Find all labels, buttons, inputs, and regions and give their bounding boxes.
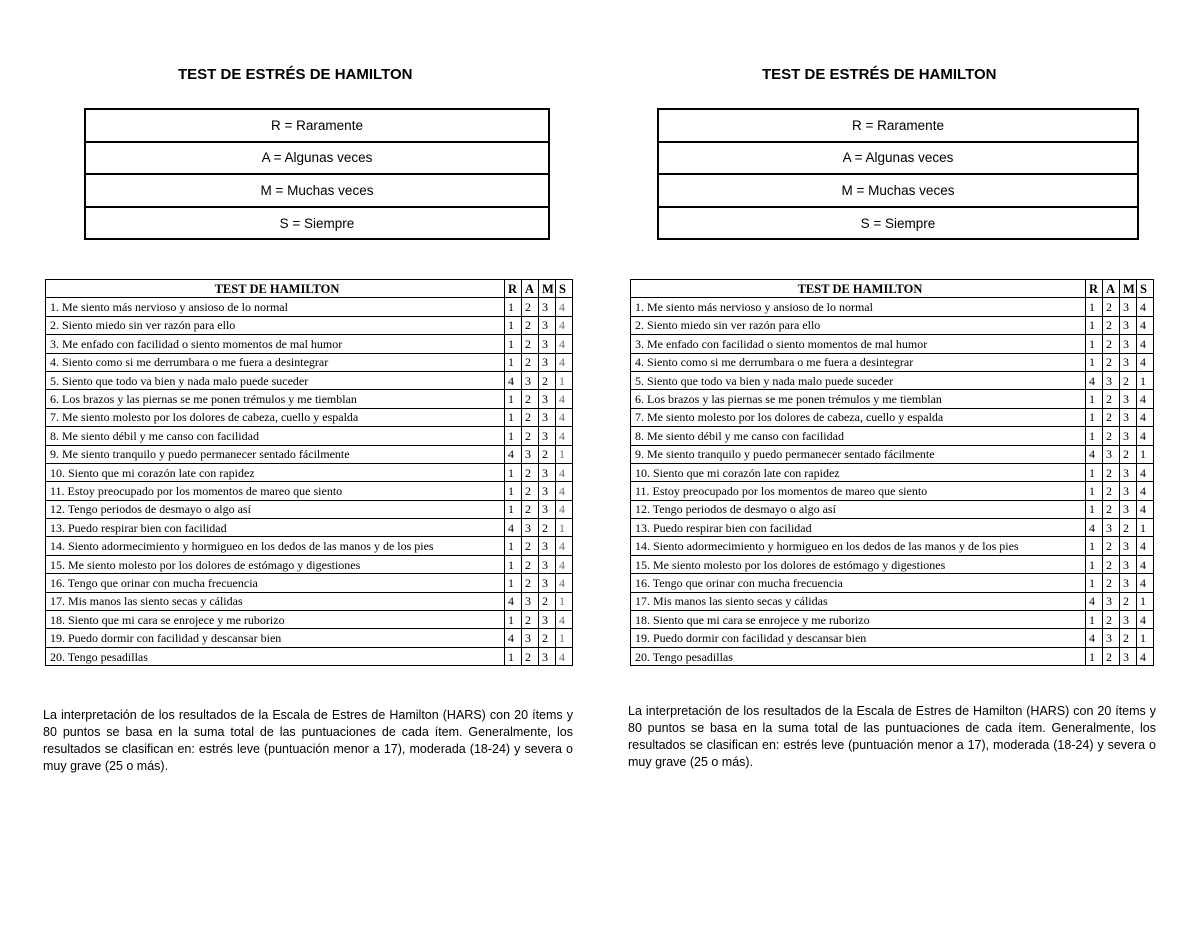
score-m: 3 [1120,298,1137,316]
score-a: 2 [522,537,539,555]
question-text: 5. Siento que todo va bien y nada malo puede suceder [631,371,1086,389]
score-r: 1 [505,427,522,445]
score-s: 4 [556,555,573,573]
score-r: 1 [1086,463,1103,481]
score-a: 2 [522,482,539,500]
question-text: 13. Puedo respirar bien con facilidad [46,519,505,537]
score-a: 3 [522,629,539,647]
score-r: 1 [505,500,522,518]
score-r: 1 [505,574,522,592]
score-r: 1 [1086,647,1103,665]
score-s: 4 [1137,500,1154,518]
score-a: 2 [1103,500,1120,518]
question-text: 18. Siento que mi cara se enrojece y me ruborizo [46,611,505,629]
score-s: 4 [556,647,573,665]
score-m: 2 [1120,629,1137,647]
score-s: 4 [1137,611,1154,629]
score-a: 2 [522,427,539,445]
score-s: 4 [1137,427,1154,445]
legend-muchas-veces: M = Muchas veces [86,175,548,208]
table-row [46,611,573,629]
score-a: 2 [1103,335,1120,353]
score-r: 1 [1086,408,1103,426]
question-text: 1. Me siento más nervioso y ansioso de lo normal [46,298,505,316]
score-r: 4 [505,519,522,537]
score-s: 4 [1137,463,1154,481]
score-r: 1 [505,611,522,629]
score-m: 2 [539,629,556,647]
score-m: 2 [1120,445,1137,463]
score-a: 2 [522,335,539,353]
score-a: 2 [1103,482,1120,500]
score-m: 3 [539,555,556,573]
score-s: 4 [556,463,573,481]
table-row [631,519,1154,537]
score-m: 2 [1120,592,1137,610]
table-row [46,335,573,353]
question-text: 6. Los brazos y las piernas se me ponen trémulos y me tiemblan [46,390,505,408]
score-m: 3 [1120,335,1137,353]
legend-raramente: R = Raramente [659,110,1137,143]
right-test-sheet [600,0,1200,927]
table-row [631,537,1154,555]
score-s: 4 [1137,353,1154,371]
hamilton-table [630,279,1154,666]
score-r: 1 [505,482,522,500]
score-m: 3 [539,390,556,408]
table-row [631,445,1154,463]
score-a: 3 [522,445,539,463]
question-text: 19. Puedo dormir con facilidad y descansar bien [46,629,505,647]
table-row [631,408,1154,426]
header-s: S [1137,280,1154,298]
score-r: 1 [1086,335,1103,353]
score-a: 2 [522,298,539,316]
score-a: 2 [1103,408,1120,426]
table-row [631,574,1154,592]
table-row [46,408,573,426]
table-row [46,371,573,389]
score-r: 1 [505,316,522,334]
score-s: 1 [1137,629,1154,647]
table-header-row [46,280,573,298]
score-r: 1 [1086,316,1103,334]
score-s: 4 [556,427,573,445]
score-a: 2 [1103,298,1120,316]
score-a: 2 [522,408,539,426]
question-text: 17. Mis manos las siento secas y cálidas [46,592,505,610]
header-test: TEST DE HAMILTON [46,280,505,298]
table-row [46,298,573,316]
score-m: 3 [1120,316,1137,334]
question-text: 16. Tengo que orinar con mucha frecuencia [46,574,505,592]
header-r: R [1086,280,1103,298]
score-s: 4 [556,390,573,408]
score-s: 1 [556,519,573,537]
score-r: 4 [1086,629,1103,647]
score-s: 4 [556,298,573,316]
header-m: M [539,280,556,298]
score-r: 4 [505,629,522,647]
score-a: 2 [1103,390,1120,408]
score-a: 3 [522,592,539,610]
score-a: 2 [1103,537,1120,555]
score-m: 3 [539,427,556,445]
score-a: 3 [1103,445,1120,463]
score-a: 2 [522,390,539,408]
table-row [631,647,1154,665]
legend-algunas-veces: A = Algunas veces [86,143,548,176]
table-row [46,500,573,518]
score-a: 2 [522,647,539,665]
score-r: 1 [505,408,522,426]
score-s: 4 [1137,390,1154,408]
question-text: 7. Me siento molesto por los dolores de cabeza, cuello y espalda [46,408,505,426]
score-m: 3 [1120,463,1137,481]
score-a: 2 [1103,316,1120,334]
table-row [46,427,573,445]
score-m: 3 [1120,555,1137,573]
question-text: 19. Puedo dormir con facilidad y descansar bien [631,629,1086,647]
question-text: 3. Me enfado con facilidad o siento momentos de mal humor [631,335,1086,353]
score-r: 4 [505,445,522,463]
table-row [631,463,1154,481]
header-test: TEST DE HAMILTON [631,280,1086,298]
score-s: 4 [1137,316,1154,334]
score-m: 3 [539,574,556,592]
legend-box [84,108,550,240]
table-row [631,371,1154,389]
score-m: 2 [539,371,556,389]
legend-siempre: S = Siempre [279,216,355,232]
score-r: 1 [505,298,522,316]
table-row [46,629,573,647]
question-text: 8. Me siento débil y me canso con facilidad [46,427,505,445]
score-a: 3 [1103,371,1120,389]
question-text: 16. Tengo que orinar con mucha frecuencia [631,574,1086,592]
score-r: 1 [1086,537,1103,555]
table-row [46,353,573,371]
table-row [631,592,1154,610]
table-row [46,482,573,500]
score-a: 2 [1103,427,1120,445]
score-s: 4 [556,611,573,629]
score-r: 1 [1086,482,1103,500]
score-a: 2 [1103,555,1120,573]
question-text: 17. Mis manos las siento secas y cálidas [631,592,1086,610]
question-text: 2. Siento miedo sin ver razón para ello [46,316,505,334]
score-m: 3 [539,611,556,629]
question-text: 11. Estoy preocupado por los momentos de mareo que siento [631,482,1086,500]
score-m: 3 [539,298,556,316]
score-s: 4 [556,574,573,592]
score-r: 1 [505,463,522,481]
score-r: 1 [505,555,522,573]
legend-siempre: S = Siempre [860,216,936,232]
header-a: A [522,280,539,298]
table-row [46,555,573,573]
score-s: 1 [1137,371,1154,389]
score-m: 3 [1120,390,1137,408]
table-row [631,482,1154,500]
score-r: 4 [505,592,522,610]
score-a: 3 [522,519,539,537]
score-s: 1 [1137,592,1154,610]
score-m: 3 [539,647,556,665]
score-m: 3 [539,500,556,518]
score-m: 3 [1120,611,1137,629]
legend-box [657,108,1139,240]
score-m: 2 [539,519,556,537]
score-m: 3 [539,335,556,353]
score-r: 4 [1086,519,1103,537]
table-header-row [631,280,1154,298]
score-m: 2 [1120,371,1137,389]
score-a: 2 [522,574,539,592]
table-row [46,463,573,481]
header-r: R [505,280,522,298]
score-m: 3 [539,482,556,500]
score-s: 1 [1137,519,1154,537]
question-text: 7. Me siento molesto por los dolores de cabeza, cuello y espalda [631,408,1086,426]
question-text: 10. Siento que mi corazón late con rapidez [631,463,1086,481]
score-r: 1 [505,537,522,555]
score-a: 2 [1103,574,1120,592]
score-r: 1 [505,335,522,353]
score-s: 4 [1137,647,1154,665]
legend-algunas-veces: A = Algunas veces [659,143,1137,176]
question-text: 6. Los brazos y las piernas se me ponen trémulos y me tiemblan [631,390,1086,408]
table-row [631,629,1154,647]
question-text: 3. Me enfado con facilidad o siento momentos de mal humor [46,335,505,353]
score-s: 4 [556,537,573,555]
score-r: 4 [1086,371,1103,389]
score-s: 1 [1137,445,1154,463]
score-s: 4 [1137,574,1154,592]
question-text: 9. Me siento tranquilo y puedo permanecer sentado fácilmente [631,445,1086,463]
score-m: 3 [539,316,556,334]
question-text: 18. Siento que mi cara se enrojece y me ruborizo [631,611,1086,629]
legend-raramente: R = Raramente [86,110,548,143]
question-text: 20. Tengo pesadillas [46,647,505,665]
score-m: 3 [1120,537,1137,555]
score-r: 4 [1086,445,1103,463]
hamilton-table [45,279,573,666]
question-text: 14. Siento adormecimiento y hormigueo en los dedos de las manos y de los pies [46,537,505,555]
score-a: 3 [522,371,539,389]
score-r: 1 [1086,427,1103,445]
sheet-title: TEST DE ESTRÉS DE HAMILTON [762,66,997,83]
score-r: 1 [505,390,522,408]
score-a: 2 [522,611,539,629]
score-r: 1 [1086,500,1103,518]
interpretation-note: La interpretación de los resultados de la Escala de Estres de Hamilton (HARS) con 20 ítems y 80 puntos se basa en la suma total de las puntuaciones de cada ítem. Generalmente, los resultados se clasifican en: estrés leve (puntuación menor a 17), moderada (18-24) y severa o muy grave (25 o más). [43,708,573,773]
score-m: 2 [539,592,556,610]
table-row [631,390,1154,408]
question-text: 2. Siento miedo sin ver razón para ello [631,316,1086,334]
score-r: 1 [1086,555,1103,573]
score-s: 1 [556,371,573,389]
table-row [46,592,573,610]
score-m: 3 [1120,353,1137,371]
score-s: 4 [1137,537,1154,555]
score-a: 2 [522,500,539,518]
score-r: 1 [1086,611,1103,629]
score-s: 4 [1137,335,1154,353]
score-a: 2 [522,316,539,334]
question-text: 12. Tengo periodos de desmayo o algo así [46,500,505,518]
score-a: 2 [1103,611,1120,629]
score-s: 1 [556,445,573,463]
legend-muchas-veces: M = Muchas veces [659,175,1137,208]
score-a: 2 [1103,353,1120,371]
question-text: 15. Me siento molesto por los dolores de estómago y digestiones [631,555,1086,573]
table-row [631,298,1154,316]
question-text: 15. Me siento molesto por los dolores de estómago y digestiones [46,555,505,573]
score-m: 3 [1120,574,1137,592]
score-m: 3 [1120,427,1137,445]
score-a: 2 [522,353,539,371]
score-m: 3 [539,353,556,371]
table-row [46,390,573,408]
score-m: 3 [539,408,556,426]
score-s: 4 [556,335,573,353]
table-row [46,445,573,463]
table-row [46,537,573,555]
table-row [46,574,573,592]
score-s: 4 [556,482,573,500]
score-r: 4 [505,371,522,389]
score-m: 3 [1120,482,1137,500]
score-a: 2 [522,555,539,573]
table-row [631,335,1154,353]
score-r: 1 [1086,298,1103,316]
score-m: 3 [539,463,556,481]
header-s: S [556,280,573,298]
table-row [631,353,1154,371]
score-m: 2 [1120,519,1137,537]
table-row [46,316,573,334]
score-r: 4 [1086,592,1103,610]
table-row [631,555,1154,573]
score-r: 1 [1086,353,1103,371]
score-r: 1 [505,353,522,371]
score-r: 1 [1086,390,1103,408]
header-m: M [1120,280,1137,298]
table-row [46,647,573,665]
score-a: 2 [522,463,539,481]
score-s: 4 [556,408,573,426]
score-m: 3 [1120,500,1137,518]
sheet-title: TEST DE ESTRÉS DE HAMILTON [178,66,413,83]
question-text: 11. Estoy preocupado por los momentos de mareo que siento [46,482,505,500]
question-text: 8. Me siento débil y me canso con facilidad [631,427,1086,445]
score-s: 4 [1137,408,1154,426]
score-s: 4 [1137,298,1154,316]
table-row [631,500,1154,518]
table-row [631,427,1154,445]
score-r: 1 [1086,574,1103,592]
score-a: 2 [1103,463,1120,481]
score-r: 1 [505,647,522,665]
score-m: 3 [539,537,556,555]
question-text: 13. Puedo respirar bien con facilidad [631,519,1086,537]
question-text: 5. Siento que todo va bien y nada malo puede suceder [46,371,505,389]
header-a: A [1103,280,1120,298]
score-a: 3 [1103,519,1120,537]
table-row [46,519,573,537]
question-text: 1. Me siento más nervioso y ansioso de lo normal [631,298,1086,316]
score-s: 4 [1137,555,1154,573]
score-s: 4 [556,316,573,334]
question-text: 4. Siento como si me derrumbara o me fuera a desintegrar [46,353,505,371]
question-text: 10. Siento que mi corazón late con rapidez [46,463,505,481]
table-row [631,611,1154,629]
score-a: 3 [1103,629,1120,647]
question-text: 4. Siento como si me derrumbara o me fuera a desintegrar [631,353,1086,371]
question-text: 9. Me siento tranquilo y puedo permanecer sentado fácilmente [46,445,505,463]
score-s: 1 [556,592,573,610]
score-m: 2 [539,445,556,463]
score-s: 4 [556,353,573,371]
question-text: 20. Tengo pesadillas [631,647,1086,665]
score-m: 3 [1120,408,1137,426]
score-s: 1 [556,629,573,647]
score-m: 3 [1120,647,1137,665]
score-a: 2 [1103,647,1120,665]
question-text: 12. Tengo periodos de desmayo o algo así [631,500,1086,518]
score-s: 4 [556,500,573,518]
question-text: 14. Siento adormecimiento y hormigueo en los dedos de las manos y de los pies [631,537,1086,555]
score-s: 4 [1137,482,1154,500]
interpretation-note: La interpretación de los resultados de la Escala de Estres de Hamilton (HARS) con 20 ítems y 80 puntos se basa en la suma total de las puntuaciones de cada ítem. Generalmente, los resultados se clasifican en: estrés leve (puntuación menor a 17), moderada (18-24) y severa o muy grave (25 o más). [628,704,1156,769]
score-a: 3 [1103,592,1120,610]
table-row [631,316,1154,334]
